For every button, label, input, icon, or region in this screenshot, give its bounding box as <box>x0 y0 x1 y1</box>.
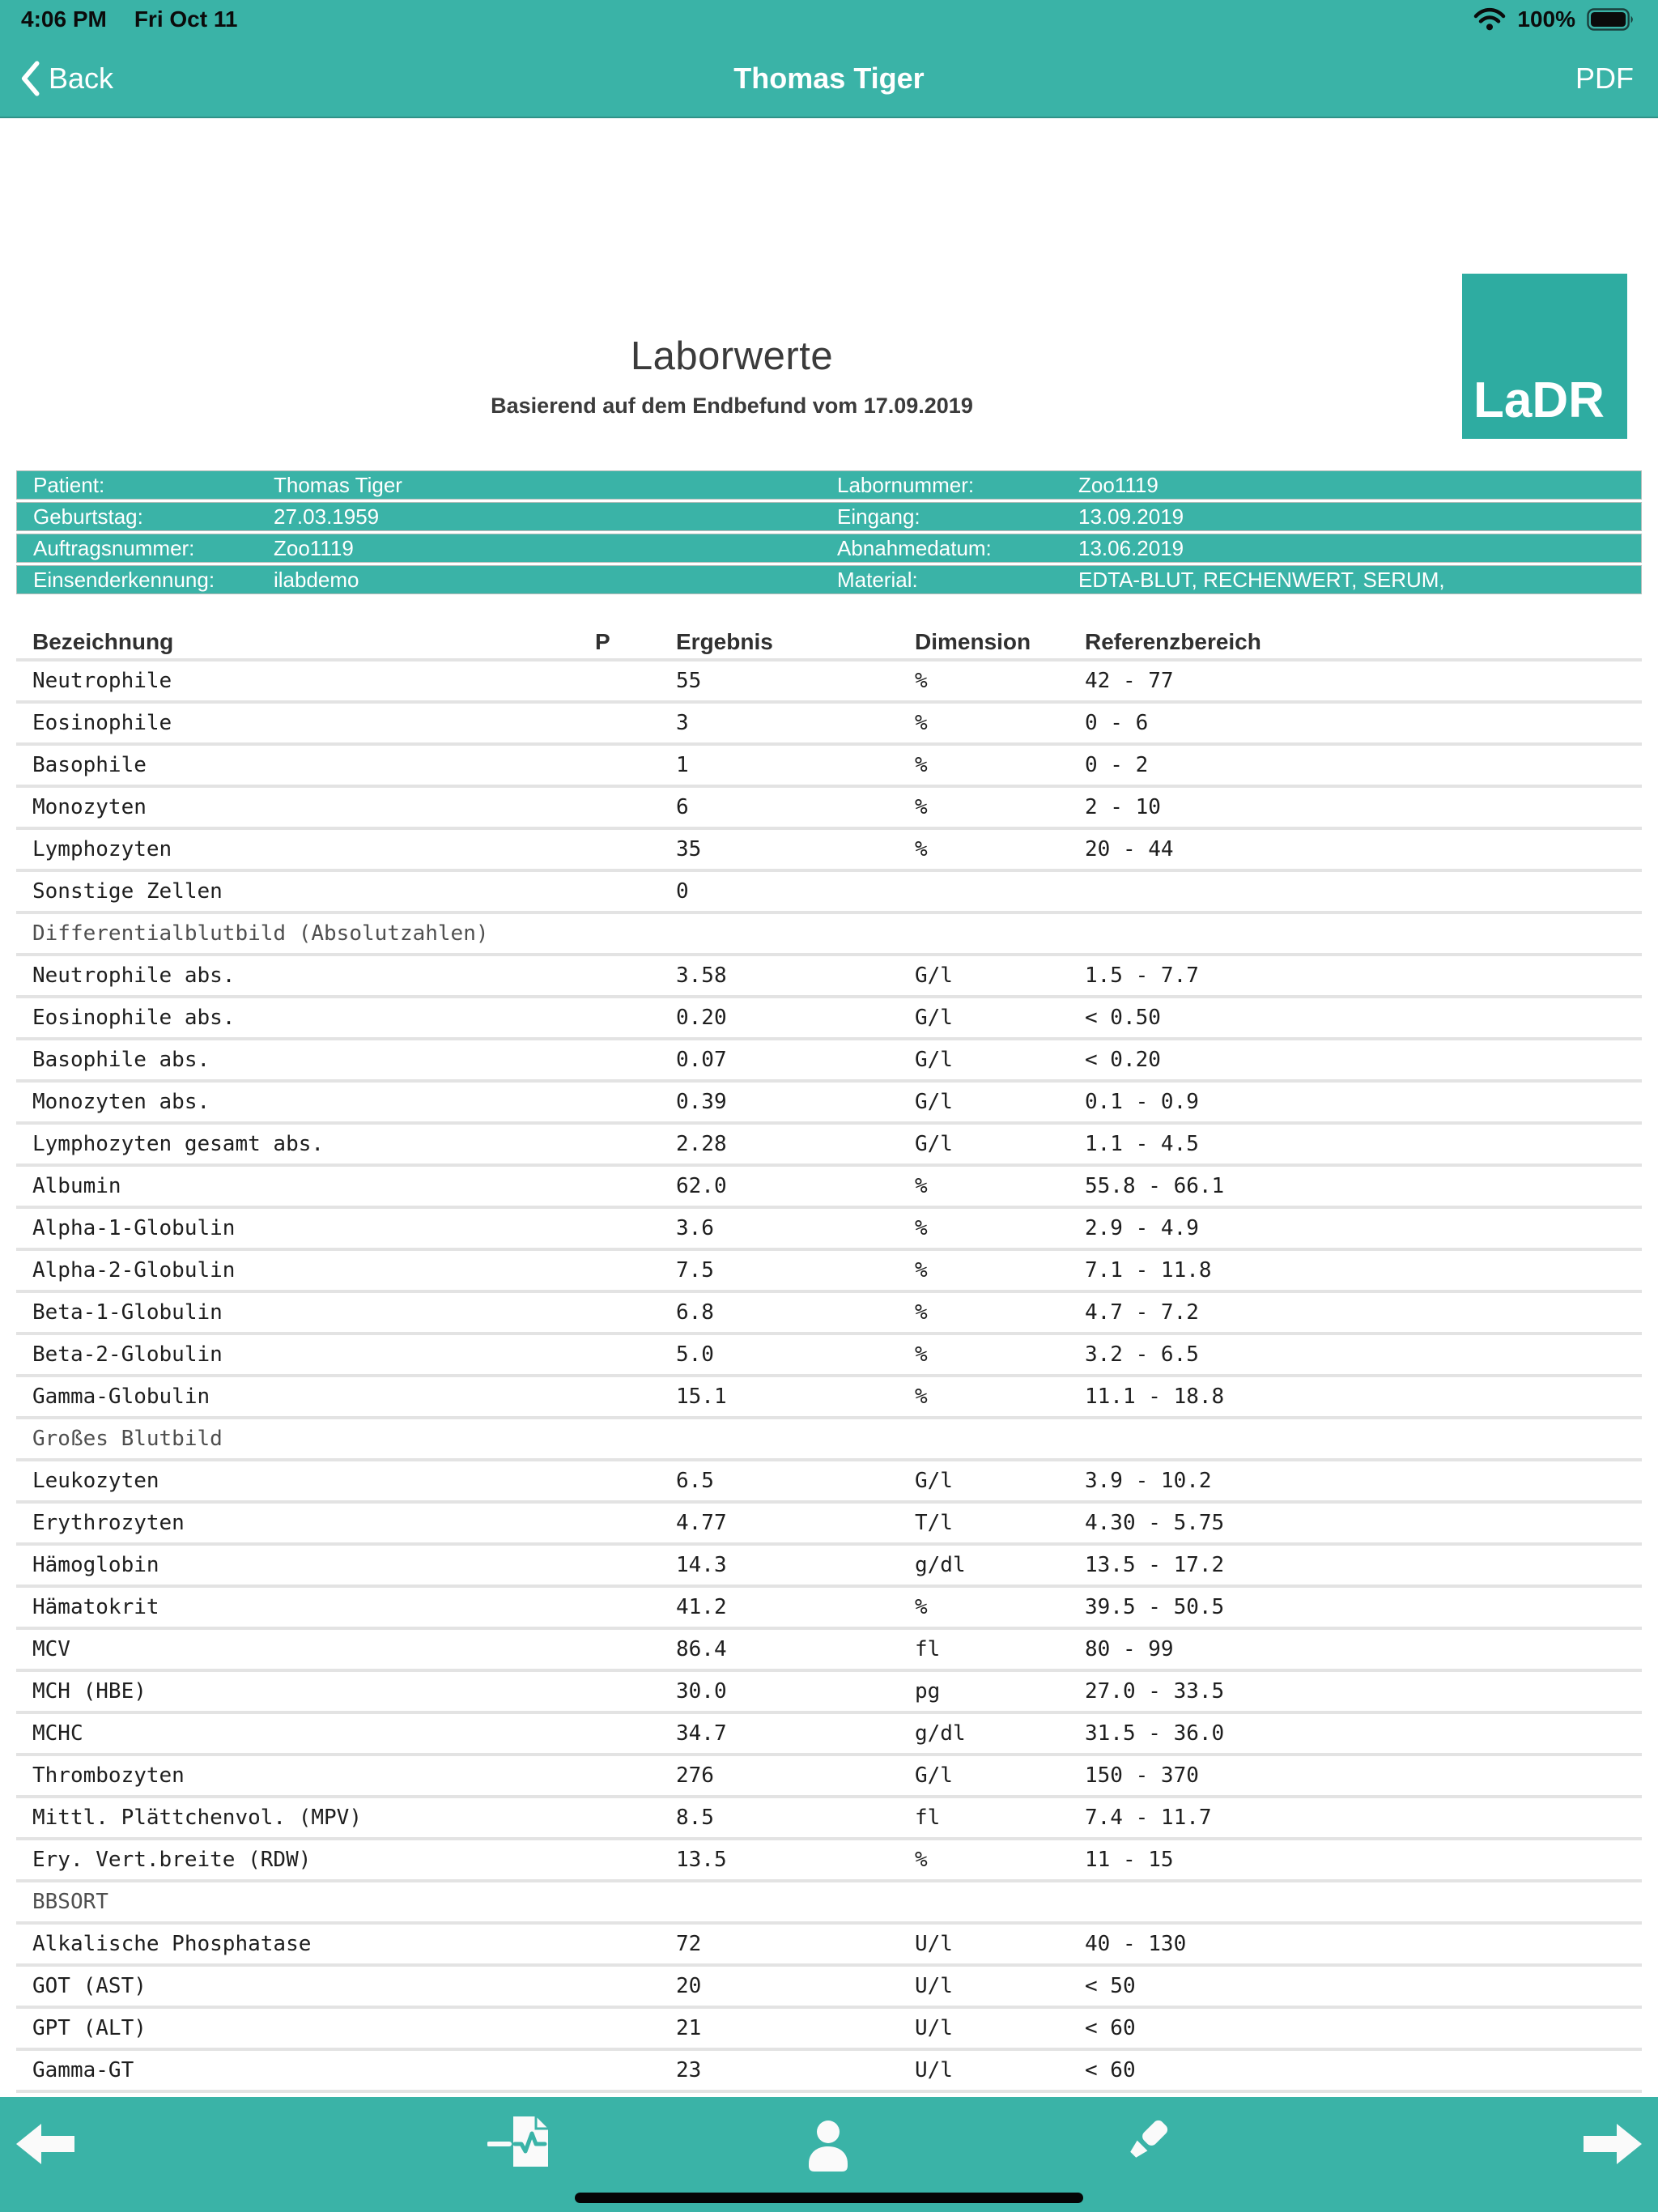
table-row <box>16 1377 1642 1419</box>
param-reference: 3.2 - 6.5 <box>1085 1342 1199 1367</box>
param-dimension: pg <box>915 1679 941 1704</box>
column-header: Ergebnis <box>676 629 773 654</box>
table-row <box>16 1798 1642 1840</box>
patient-info-value: EDTA-BLUT, RECHENWERT, SERUM, <box>1078 567 1445 592</box>
param-name: Eosinophile <box>32 711 172 735</box>
column-header: Referenzbereich <box>1085 629 1261 654</box>
patient-info-value: Thomas Tiger <box>274 472 402 497</box>
param-dimension: % <box>915 669 928 693</box>
param-dimension: % <box>915 1385 928 1409</box>
param-dimension: % <box>915 1595 928 1619</box>
section-row <box>16 1882 1642 1925</box>
param-reference: < 0.20 <box>1085 1048 1161 1072</box>
param-name: MCH (HBE) <box>32 1679 147 1704</box>
param-reference: 55.8 - 66.1 <box>1085 1174 1225 1198</box>
param-result: 55 <box>676 669 702 693</box>
nav-bar <box>0 39 1658 118</box>
table-row <box>16 1335 1642 1377</box>
param-result: 62.0 <box>676 1174 727 1198</box>
param-reference: 3.9 - 10.2 <box>1085 1469 1212 1493</box>
param-reference: 80 - 99 <box>1085 1637 1174 1661</box>
param-dimension: % <box>915 795 928 819</box>
param-result: 41.2 <box>676 1595 727 1619</box>
param-dimension: G/l <box>915 1048 953 1072</box>
table-row <box>16 1125 1642 1167</box>
document-subtitle: Basierend auf dem Endbefund vom 17.09.2019 <box>491 393 973 418</box>
param-reference: 2.9 - 4.9 <box>1085 1216 1199 1240</box>
param-reference: 31.5 - 36.0 <box>1085 1721 1225 1746</box>
results-table <box>16 626 1642 2093</box>
param-result: 35 <box>676 837 702 861</box>
document-scroll-area[interactable] <box>0 120 1658 2097</box>
param-dimension: G/l <box>915 1763 953 1788</box>
param-reference: 1.5 - 7.7 <box>1085 963 1199 988</box>
table-row <box>16 1714 1642 1756</box>
param-dimension: T/l <box>915 1511 953 1535</box>
param-dimension: g/dl <box>915 1553 966 1577</box>
ladr-logo-text: LaDR <box>1473 372 1605 428</box>
param-dimension: G/l <box>915 1132 953 1156</box>
table-row <box>16 746 1642 788</box>
param-name: Erythrozyten <box>32 1511 185 1535</box>
table-row <box>16 1630 1642 1672</box>
param-result: 23 <box>676 2058 702 2082</box>
table-row <box>16 998 1642 1040</box>
patient-info-value: Zoo1119 <box>1078 472 1158 497</box>
param-result: 34.7 <box>676 1721 727 1746</box>
param-name: Gamma-GT <box>32 2058 134 2082</box>
param-dimension: % <box>915 1258 928 1283</box>
patient-info-row <box>16 502 1642 531</box>
page-title: Thomas Tiger <box>733 62 925 95</box>
table-row <box>16 1546 1642 1588</box>
param-name: Leukozyten <box>32 1469 159 1493</box>
param-name: BBSORT <box>32 1890 108 1914</box>
param-result: 3.6 <box>676 1216 714 1240</box>
param-name: MCV <box>32 1637 70 1661</box>
patient-icon[interactable] <box>804 2120 852 2172</box>
table-row <box>16 1588 1642 1630</box>
table-row <box>16 872 1642 914</box>
param-reference: 27.0 - 33.5 <box>1085 1679 1225 1704</box>
table-row <box>16 1925 1642 1967</box>
param-name: Neutrophile abs. <box>32 963 236 988</box>
table-row <box>16 830 1642 872</box>
param-dimension: U/l <box>915 1974 953 1998</box>
status-date: Fri Oct 11 <box>134 6 238 32</box>
param-name: Differentialblutbild (Absolutzahlen) <box>32 921 489 946</box>
patient-info-label: Geburtstag: <box>33 504 143 529</box>
param-reference: < 0.50 <box>1085 1006 1161 1030</box>
param-dimension: U/l <box>915 2016 953 2040</box>
patient-info-label: Material: <box>837 567 918 592</box>
lab-report-icon[interactable] <box>487 2116 554 2167</box>
param-name: Lymphozyten <box>32 837 172 861</box>
param-name: Alpha-2-Globulin <box>32 1258 236 1283</box>
param-reference: 13.5 - 17.2 <box>1085 1553 1225 1577</box>
home-indicator[interactable] <box>575 2193 1083 2203</box>
param-name: Gamma-Globulin <box>32 1385 210 1409</box>
column-header: P <box>595 629 610 654</box>
param-dimension: g/dl <box>915 1721 966 1746</box>
patient-info-label: Eingang: <box>837 504 920 529</box>
table-row <box>16 1209 1642 1251</box>
param-name: Hämoglobin <box>32 1553 159 1577</box>
param-result: 6.8 <box>676 1300 714 1325</box>
table-row <box>16 1167 1642 1209</box>
ladr-logo <box>1462 274 1627 439</box>
param-name: Ery. Vert.breite (RDW) <box>32 1848 312 1872</box>
param-result: 2.28 <box>676 1132 727 1156</box>
patient-info-label: Patient: <box>33 472 105 497</box>
param-result: 3.58 <box>676 963 727 988</box>
param-reference: 2 - 10 <box>1085 795 1161 819</box>
table-row <box>16 1461 1642 1504</box>
param-result: 86.4 <box>676 1637 727 1661</box>
param-result: 6 <box>676 795 689 819</box>
param-name: MCHC <box>32 1721 83 1746</box>
patient-info-label: Auftragsnummer: <box>33 535 195 560</box>
param-reference: 11 - 15 <box>1085 1848 1174 1872</box>
section-row <box>16 1419 1642 1461</box>
param-name: Neutrophile <box>32 669 172 693</box>
table-row <box>16 704 1642 746</box>
table-row <box>16 956 1642 998</box>
table-row <box>16 1040 1642 1083</box>
battery-icon <box>1587 7 1637 32</box>
param-name: Beta-2-Globulin <box>32 1342 223 1367</box>
param-dimension: G/l <box>915 1006 953 1030</box>
param-dimension: % <box>915 1848 928 1872</box>
patient-info-table <box>16 470 1642 597</box>
patient-info-label: Labornummer: <box>837 472 975 497</box>
param-reference: 0 - 2 <box>1085 753 1149 777</box>
param-result: 13.5 <box>676 1848 727 1872</box>
patient-info-value: 13.06.2019 <box>1078 535 1184 560</box>
param-reference: 39.5 - 50.5 <box>1085 1595 1225 1619</box>
document-title: Laborwerte <box>630 334 834 378</box>
param-dimension: % <box>915 1342 928 1367</box>
param-name: Sonstige Zellen <box>32 879 223 904</box>
table-row <box>16 1672 1642 1714</box>
param-result: 0.07 <box>676 1048 727 1072</box>
forward-arrow-icon[interactable] <box>1584 2124 1642 2164</box>
battery-percent: 100% <box>1517 6 1575 32</box>
patient-info-value: ilabdemo <box>274 567 359 592</box>
param-name: Basophile abs. <box>32 1048 210 1072</box>
param-reference: 20 - 44 <box>1085 837 1174 861</box>
table-row <box>16 788 1642 830</box>
param-reference: 0.1 - 0.9 <box>1085 1090 1199 1114</box>
param-dimension: % <box>915 1174 928 1198</box>
param-dimension: G/l <box>915 1469 953 1493</box>
param-result: 30.0 <box>676 1679 727 1704</box>
param-dimension: fl <box>915 1637 941 1661</box>
bottom-toolbar <box>0 2097 1658 2212</box>
param-dimension: % <box>915 1300 928 1325</box>
table-row <box>16 2009 1642 2051</box>
patient-info-label: Abnahmedatum: <box>837 535 992 560</box>
status-time: 4:06 PM <box>21 6 107 32</box>
param-result: 72 <box>676 1932 702 1956</box>
param-name: Lymphozyten gesamt abs. <box>32 1132 325 1156</box>
table-row <box>16 1504 1642 1546</box>
param-name: GOT (AST) <box>32 1974 147 1998</box>
param-name: Großes Blutbild <box>32 1427 223 1451</box>
table-row <box>16 1756 1642 1798</box>
param-reference: 4.30 - 5.75 <box>1085 1511 1225 1535</box>
param-dimension: % <box>915 753 928 777</box>
patient-info-row <box>16 534 1642 563</box>
param-result: 8.5 <box>676 1806 714 1830</box>
patient-info-value: 27.03.1959 <box>274 504 380 529</box>
param-name: GPT (ALT) <box>32 2016 147 2040</box>
patient-info-label: Einsenderkennung: <box>33 567 215 592</box>
param-name: Monozyten abs. <box>32 1090 210 1114</box>
patient-info-row <box>16 565 1642 594</box>
table-row <box>16 1083 1642 1125</box>
table-row <box>16 1967 1642 2009</box>
column-header: Dimension <box>915 629 1031 654</box>
results-table-header <box>16 626 1642 661</box>
results-table-body <box>16 661 1642 2093</box>
column-header: Bezeichnung <box>32 629 174 654</box>
param-name: Basophile <box>32 753 147 777</box>
patient-info-row <box>16 470 1642 500</box>
param-dimension: G/l <box>915 1090 953 1114</box>
param-name: Beta-1-Globulin <box>32 1300 223 1325</box>
param-result: 15.1 <box>676 1385 727 1409</box>
param-reference: 42 - 77 <box>1085 669 1174 693</box>
param-result: 0 <box>676 879 689 904</box>
param-result: 0.39 <box>676 1090 727 1114</box>
param-name: Alkalische Phosphatase <box>32 1932 312 1956</box>
param-reference: 150 - 370 <box>1085 1763 1199 1788</box>
param-result: 6.5 <box>676 1469 714 1493</box>
param-name: Thrombozyten <box>32 1763 185 1788</box>
param-reference: 40 - 130 <box>1085 1932 1187 1956</box>
param-reference: 4.7 - 7.2 <box>1085 1300 1199 1325</box>
param-dimension: fl <box>915 1806 941 1830</box>
patient-info-value: Zoo1119 <box>274 535 354 560</box>
param-name: Mittl. Plättchenvol. (MPV) <box>32 1806 362 1830</box>
param-reference: < 60 <box>1085 2058 1136 2082</box>
table-row <box>16 661 1642 704</box>
param-name: Monozyten <box>32 795 147 819</box>
param-name: Albumin <box>32 1174 121 1198</box>
table-row <box>16 1251 1642 1293</box>
param-result: 21 <box>676 2016 702 2040</box>
status-bar <box>0 0 1658 39</box>
param-reference: < 50 <box>1085 1974 1136 1998</box>
section-row <box>16 914 1642 956</box>
marker-icon[interactable] <box>1120 2115 1173 2168</box>
param-name: Eosinophile abs. <box>32 1006 236 1030</box>
param-dimension: % <box>915 837 928 861</box>
param-dimension: % <box>915 1216 928 1240</box>
param-reference: 7.4 - 11.7 <box>1085 1806 1212 1830</box>
param-result: 7.5 <box>676 1258 714 1283</box>
param-dimension: G/l <box>915 963 953 988</box>
param-result: 276 <box>676 1763 714 1788</box>
param-result: 5.0 <box>676 1342 714 1367</box>
param-name: Alpha-1-Globulin <box>32 1216 236 1240</box>
param-result: 14.3 <box>676 1553 727 1577</box>
param-result: 1 <box>676 753 689 777</box>
param-reference: < 60 <box>1085 2016 1136 2040</box>
param-result: 0.20 <box>676 1006 727 1030</box>
param-reference: 7.1 - 11.8 <box>1085 1258 1212 1283</box>
param-dimension: U/l <box>915 2058 953 2082</box>
pdf-button[interactable]: PDF <box>1575 62 1634 95</box>
wifi-icon <box>1473 7 1506 32</box>
param-result: 20 <box>676 1974 702 1998</box>
table-row <box>16 1293 1642 1335</box>
param-dimension: U/l <box>915 1932 953 1956</box>
param-reference: 0 - 6 <box>1085 711 1149 735</box>
table-row <box>16 1840 1642 1882</box>
table-row <box>16 2051 1642 2093</box>
param-name: Hämatokrit <box>32 1595 159 1619</box>
param-reference: 11.1 - 18.8 <box>1085 1385 1225 1409</box>
param-result: 3 <box>676 711 689 735</box>
param-reference: 1.1 - 4.5 <box>1085 1132 1199 1156</box>
patient-info-value: 13.09.2019 <box>1078 504 1184 529</box>
param-result: 4.77 <box>676 1511 727 1535</box>
back-arrow-icon[interactable] <box>16 2124 74 2164</box>
back-label: Back <box>49 62 114 95</box>
param-dimension: % <box>915 711 928 735</box>
